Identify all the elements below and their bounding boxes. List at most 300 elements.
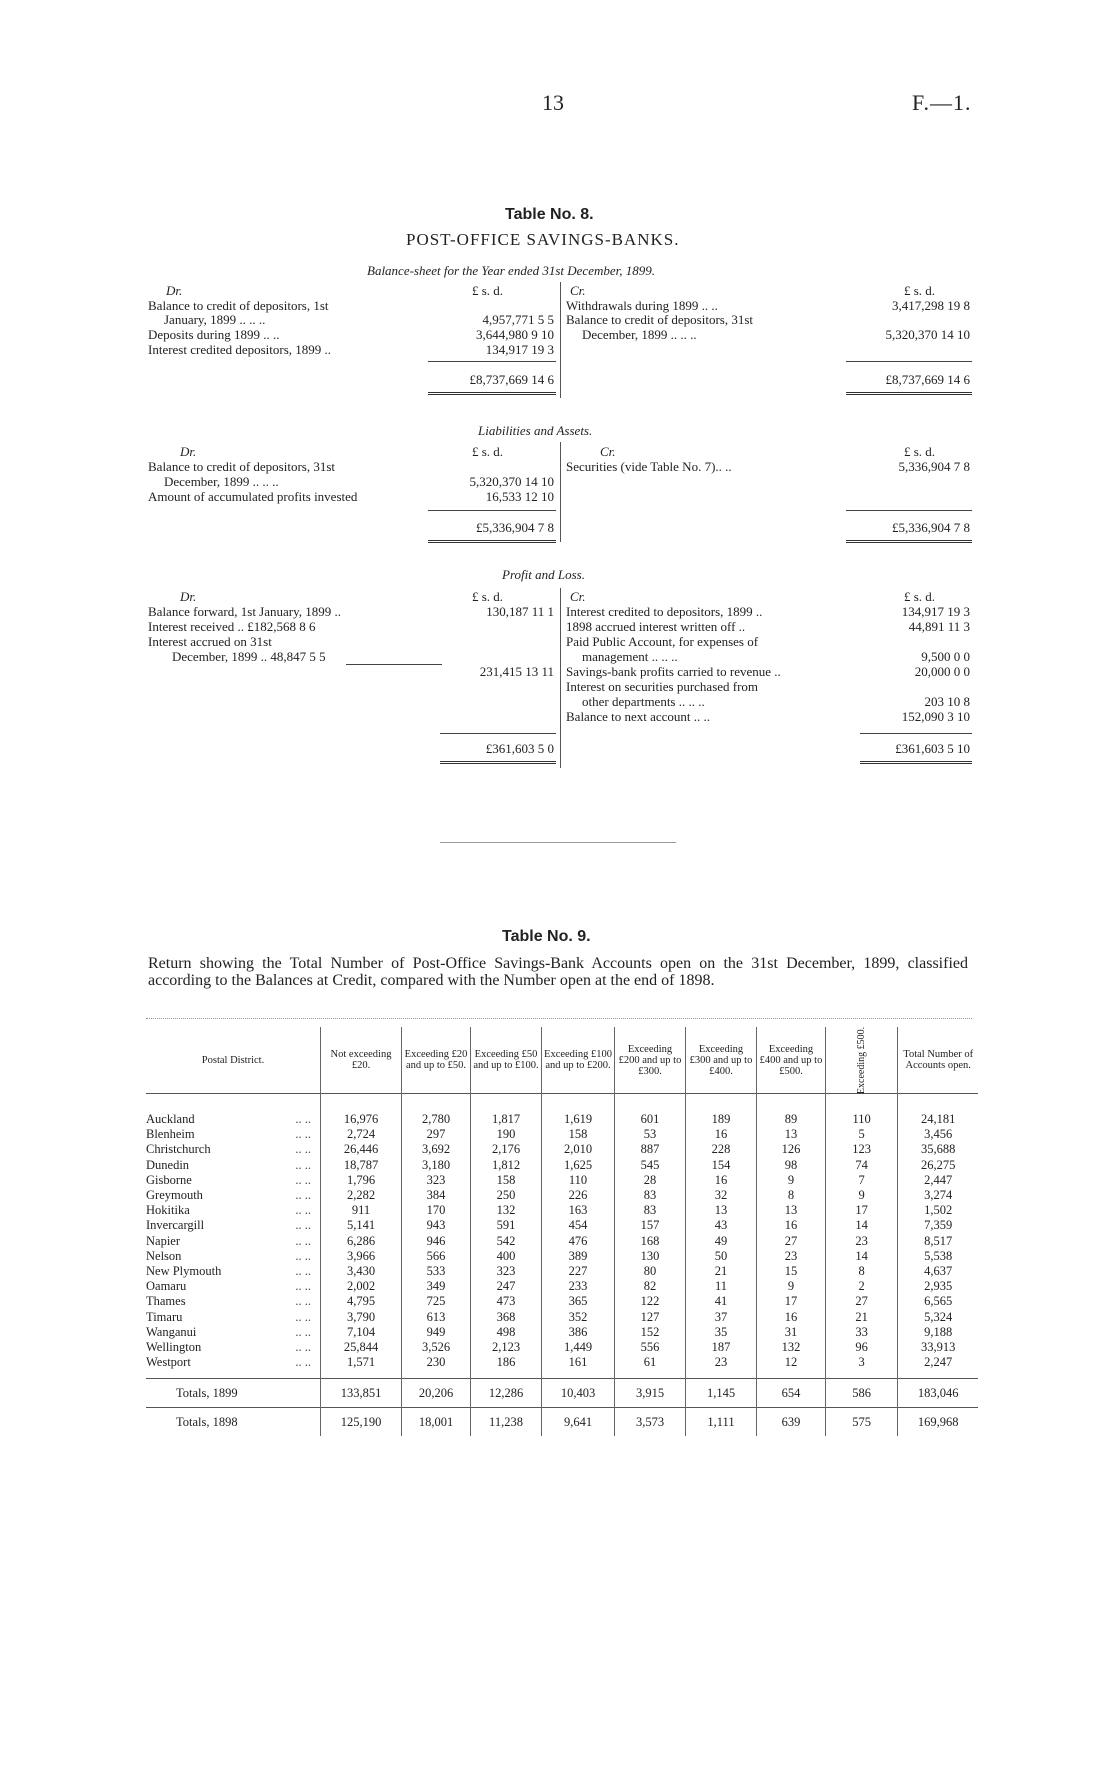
table-cell: 61	[615, 1355, 686, 1379]
table-cell: 170	[402, 1203, 471, 1218]
rule	[860, 733, 972, 734]
table-cell: 27	[757, 1234, 826, 1249]
table-cell: 1,625	[542, 1158, 615, 1173]
district-name	[146, 1279, 321, 1294]
table-cell: 297	[402, 1127, 471, 1142]
totals-cell: 12,286	[471, 1379, 542, 1408]
table-cell: 53	[615, 1127, 686, 1142]
totals-cell: 586	[826, 1379, 898, 1408]
table-row	[146, 1158, 978, 1173]
table-cell: 2,780	[402, 1094, 471, 1128]
district-name	[146, 1325, 321, 1340]
district-label: Wellington	[146, 1339, 202, 1354]
district-label: Dunedin	[146, 1157, 190, 1172]
totals-cell: 3,915	[615, 1379, 686, 1408]
pl-cr-line: 1898 accrued interest written off ..	[566, 619, 746, 634]
table-cell: 7,359	[898, 1218, 979, 1233]
la-dr-line: Balance to credit of depositors, 31st	[148, 459, 336, 474]
table-cell: 83	[615, 1188, 686, 1203]
leader-dots: .. ..	[295, 1127, 311, 1142]
col-header: Exceeding £20 and up to £50.	[402, 1027, 471, 1094]
rule	[846, 540, 972, 543]
table-cell: 1,449	[542, 1340, 615, 1355]
table-cell: 28	[615, 1173, 686, 1188]
table-row	[146, 1325, 978, 1340]
table-row	[146, 1203, 978, 1218]
district-name	[146, 1142, 321, 1157]
table-cell: 74	[826, 1158, 898, 1173]
accounts-table	[146, 1027, 978, 1436]
district-label: Wanganui	[146, 1324, 197, 1339]
leader-dots: .. ..	[295, 1294, 311, 1309]
table-cell: 17	[757, 1294, 826, 1309]
table-cell: 1,796	[321, 1173, 402, 1188]
bs-cr-amount: 3,417,298 19 8	[892, 298, 970, 313]
col-header: Exceeding £300 and up to £400.	[686, 1027, 757, 1094]
table-row	[146, 1218, 978, 1233]
la-dr-total: £5,336,904 7 8	[476, 520, 554, 535]
table-cell: 352	[542, 1309, 615, 1324]
table-cell: 12	[757, 1355, 826, 1379]
table-cell: 613	[402, 1309, 471, 1324]
table-cell: 3,430	[321, 1264, 402, 1279]
table-cell: 1,502	[898, 1203, 979, 1218]
table-cell: 130	[615, 1249, 686, 1264]
table-totals	[146, 1379, 978, 1437]
table-cell: 3,180	[402, 1158, 471, 1173]
rule	[428, 540, 556, 543]
table-cell: 110	[542, 1173, 615, 1188]
table-cell: 3,966	[321, 1249, 402, 1264]
table-cell: 50	[686, 1249, 757, 1264]
pl-dr-line: Balance forward, 1st January, 1899 ..	[148, 604, 342, 619]
bs-cr-amount: 5,320,370 14 10	[885, 327, 970, 342]
district-label: New Plymouth	[146, 1263, 222, 1278]
table-cell: 23	[686, 1355, 757, 1379]
table-cell: 126	[757, 1142, 826, 1157]
table-cell: 35,688	[898, 1142, 979, 1157]
table-cell: 161	[542, 1355, 615, 1379]
table-cell: 7,104	[321, 1325, 402, 1340]
la-dr-amount: 5,320,370 14 10	[469, 474, 554, 489]
la-cr-amount: 5,336,904 7 8	[898, 459, 970, 474]
table-cell: 386	[542, 1325, 615, 1340]
leader-dots: .. ..	[295, 1324, 311, 1339]
district-name	[146, 1234, 321, 1249]
bs-dr-amount: 3,644,980 9 10	[476, 327, 554, 342]
table-cell: 3,456	[898, 1127, 979, 1142]
la-dr-line: Amount of accumulated profits invested	[148, 489, 358, 504]
totals-cell: 10,403	[542, 1379, 615, 1408]
district-name	[146, 1188, 321, 1203]
rule	[846, 392, 972, 395]
district-label: Napier	[146, 1233, 181, 1248]
table8-heading: POST-OFFICE SAVINGS-BANKS.	[406, 230, 680, 249]
table-row	[146, 1340, 978, 1355]
pl-cr-line: Interest on securities purchased from	[566, 679, 759, 694]
table-cell: 16	[757, 1218, 826, 1233]
rule	[428, 392, 556, 395]
pl-cr-line: Savings-bank profits carried to revenue ..	[566, 664, 781, 679]
leader-dots: .. ..	[295, 1309, 311, 1324]
table-row	[146, 1264, 978, 1279]
rule	[428, 361, 556, 362]
district-label: Oamaru	[146, 1279, 187, 1294]
bs-dr-total: £8,737,669 14 6	[469, 372, 554, 387]
district-name	[146, 1264, 321, 1279]
pl-dr-line: December, 1899 .. 48,847 5 5	[172, 649, 326, 664]
table-cell: 14	[826, 1218, 898, 1233]
table-cell: 96	[826, 1340, 898, 1355]
district-label: Christchurch	[146, 1142, 211, 1157]
col-header: Exceeding £400 and up to £500.	[757, 1027, 826, 1094]
pl-cr-total: £361,603 5 10	[895, 741, 970, 756]
table-cell: 556	[615, 1340, 686, 1355]
table-cell: 368	[471, 1309, 542, 1324]
table-cell: 24,181	[898, 1094, 979, 1128]
pl-dr-money-head: £ s. d.	[472, 589, 504, 604]
rule	[846, 510, 972, 511]
table-cell: 158	[471, 1173, 542, 1188]
district-name	[146, 1249, 321, 1264]
table-cell: 365	[542, 1294, 615, 1309]
table-cell: 9,188	[898, 1325, 979, 1340]
table-cell: 5	[826, 1127, 898, 1142]
totals-cell: 133,851	[321, 1379, 402, 1408]
table-cell: 31	[757, 1325, 826, 1340]
table-cell: 9	[757, 1279, 826, 1294]
table-cell: 122	[615, 1294, 686, 1309]
totals-cell: 639	[757, 1408, 826, 1437]
pl-cr-amount: 9,500 0 0	[921, 649, 970, 664]
table-cell: 132	[757, 1340, 826, 1355]
table-cell: 3	[826, 1355, 898, 1379]
la-cr-line: Securities (vide Table No. 7).. ..	[566, 459, 732, 474]
table-body	[146, 1094, 978, 1379]
pl-dr-line: Interest received .. £182,568 8 6	[148, 619, 316, 634]
table-cell: 2,123	[471, 1340, 542, 1355]
leader-dots: .. ..	[295, 1218, 311, 1233]
table-cell: 389	[542, 1249, 615, 1264]
leader-dots: .. ..	[295, 1233, 311, 1248]
pl-cr-line: Paid Public Account, for expenses of	[566, 634, 759, 649]
table-cell: 41	[686, 1294, 757, 1309]
table-cell: 35	[686, 1325, 757, 1340]
leader-dots: .. ..	[295, 1157, 311, 1172]
totals-cell: 3,573	[615, 1408, 686, 1437]
table-cell: 5,324	[898, 1309, 979, 1324]
table-cell: 110	[826, 1094, 898, 1128]
table-cell: 168	[615, 1234, 686, 1249]
table-cell: 226	[542, 1188, 615, 1203]
table-cell: 2,282	[321, 1188, 402, 1203]
table-row	[146, 1094, 978, 1128]
table-cell: 384	[402, 1188, 471, 1203]
table-cell: 16	[686, 1127, 757, 1142]
pl-dr-total: £361,603 5 0	[485, 741, 554, 756]
table-cell: 33,913	[898, 1340, 979, 1355]
bs-cr-total: £8,737,669 14 6	[885, 372, 970, 387]
district-label: Invercargill	[146, 1218, 205, 1233]
rule	[860, 761, 972, 764]
table9-title: Table No. 9.	[502, 928, 591, 945]
district-name	[146, 1218, 321, 1233]
table-cell: 14	[826, 1249, 898, 1264]
table-cell: 949	[402, 1325, 471, 1340]
table-cell: 190	[471, 1127, 542, 1142]
table-cell: 250	[471, 1188, 542, 1203]
table-row	[146, 1234, 978, 1249]
rule	[440, 761, 556, 764]
pl-dr-amount: 231,415 13 11	[479, 664, 554, 679]
table-cell: 16	[757, 1309, 826, 1324]
totals-row	[146, 1408, 978, 1437]
district-name	[146, 1127, 321, 1142]
table-cell: 16	[686, 1173, 757, 1188]
table-cell: 132	[471, 1203, 542, 1218]
table-cell: 8,517	[898, 1234, 979, 1249]
table-cell: 152	[615, 1325, 686, 1340]
table-cell: 454	[542, 1218, 615, 1233]
bs-dr-amount: 134,917 19 3	[485, 342, 554, 357]
totals-cell: 1,111	[686, 1408, 757, 1437]
table-cell: 5,538	[898, 1249, 979, 1264]
district-label: Gisborne	[146, 1172, 192, 1187]
col-header: Postal District.	[201, 1054, 265, 1066]
district-name	[146, 1294, 321, 1309]
district-name	[146, 1173, 321, 1188]
la-dr-amount: 16,533 12 10	[485, 489, 554, 504]
table-cell: 25,844	[321, 1340, 402, 1355]
bs-cr-line: December, 1899 .. .. ..	[582, 327, 697, 342]
table-row	[146, 1142, 978, 1157]
bs-cr-line: Withdrawals during 1899 .. ..	[566, 298, 718, 313]
page-number: 13	[542, 90, 564, 115]
totals-cell: 125,190	[321, 1408, 402, 1437]
col-header: Not exceeding £20.	[321, 1027, 402, 1094]
table-cell: 3,692	[402, 1142, 471, 1157]
table-cell: 6,565	[898, 1294, 979, 1309]
table-cell: 15	[757, 1264, 826, 1279]
district-label: Westport	[146, 1355, 191, 1370]
table-cell: 8	[826, 1264, 898, 1279]
table-cell: 163	[542, 1203, 615, 1218]
table-cell: 2,247	[898, 1355, 979, 1379]
la-cr-total: £5,336,904 7 8	[892, 520, 970, 535]
table-cell: 228	[686, 1142, 757, 1157]
leader-dots: .. ..	[295, 1339, 311, 1354]
table-cell: 887	[615, 1142, 686, 1157]
pl-cr-line: other departments .. .. ..	[582, 694, 705, 709]
table-cell: 476	[542, 1234, 615, 1249]
district-name	[146, 1309, 321, 1324]
table-cell: 8	[757, 1188, 826, 1203]
totals-cell: 183,046	[898, 1379, 979, 1408]
bs-cr-label: Cr.	[570, 283, 586, 298]
table-cell: 157	[615, 1218, 686, 1233]
table-row	[146, 1309, 978, 1324]
pl-dr-label: Dr.	[180, 589, 197, 604]
table-cell: 13	[686, 1203, 757, 1218]
bs-dr-line: Balance to credit of depositors, 1st	[148, 298, 329, 313]
col-header-text: Exceeding £500.	[856, 1026, 868, 1094]
leader-dots: .. ..	[295, 1263, 311, 1278]
district-name	[146, 1355, 321, 1379]
district-name	[146, 1094, 321, 1128]
table-cell: 4,795	[321, 1294, 402, 1309]
district-label: Auckland	[146, 1112, 195, 1127]
profit-loss-divider	[560, 588, 561, 768]
table-cell: 1,571	[321, 1355, 402, 1379]
district-name	[146, 1203, 321, 1218]
table-cell: 566	[402, 1249, 471, 1264]
totals-cell: 654	[757, 1379, 826, 1408]
table-cell: 11	[686, 1279, 757, 1294]
table-cell: 473	[471, 1294, 542, 1309]
bs-dr-line: January, 1899 .. .. ..	[164, 312, 266, 327]
table-row	[146, 1173, 978, 1188]
bs-dr-line: Deposits during 1899 .. ..	[148, 327, 280, 342]
table8-title: Table No. 8.	[505, 206, 594, 223]
table-cell: 2	[826, 1279, 898, 1294]
leader-dots: .. ..	[295, 1112, 311, 1127]
district-label: Greymouth	[146, 1188, 203, 1203]
table-cell: 2,010	[542, 1142, 615, 1157]
leader-dots: .. ..	[295, 1172, 311, 1187]
table-cell: 17	[826, 1203, 898, 1218]
table-cell: 247	[471, 1279, 542, 1294]
table-cell: 4,637	[898, 1264, 979, 1279]
pl-cr-line: management .. .. ..	[582, 649, 678, 664]
table-cell: 18,787	[321, 1158, 402, 1173]
pl-cr-amount: 152,090 3 10	[901, 709, 970, 724]
pl-cr-money-head: £ s. d.	[904, 589, 936, 604]
totals-label: Totals, 1898	[146, 1408, 321, 1437]
table-cell: 323	[402, 1173, 471, 1188]
table-row	[146, 1127, 978, 1142]
table-cell: 13	[757, 1127, 826, 1142]
table-row	[146, 1249, 978, 1264]
pl-cr-label: Cr.	[570, 589, 586, 604]
table-cell: 49	[686, 1234, 757, 1249]
table-cell: 542	[471, 1234, 542, 1249]
table-cell: 23	[757, 1249, 826, 1264]
table-cell: 23	[826, 1234, 898, 1249]
table-cell: 26,446	[321, 1142, 402, 1157]
totals-cell: 20,206	[402, 1379, 471, 1408]
leader-dots: .. ..	[295, 1279, 311, 1294]
pl-cr-amount: 134,917 19 3	[901, 604, 970, 619]
table-cell: 911	[321, 1203, 402, 1218]
table-cell: 533	[402, 1264, 471, 1279]
rule	[846, 361, 972, 362]
table-row	[146, 1355, 978, 1379]
table-cell: 946	[402, 1234, 471, 1249]
leader-dots: .. ..	[295, 1142, 311, 1157]
table-cell: 323	[471, 1264, 542, 1279]
table-cell: 21	[686, 1264, 757, 1279]
table-cell: 187	[686, 1340, 757, 1355]
pl-cr-line: Interest credited to depositors, 1899 ..	[566, 604, 763, 619]
table-cell: 27	[826, 1294, 898, 1309]
balance-divider	[560, 282, 561, 398]
table-cell: 2,002	[321, 1279, 402, 1294]
table-cell: 98	[757, 1158, 826, 1173]
table-cell: 2,724	[321, 1127, 402, 1142]
totals-cell: 169,968	[898, 1408, 979, 1437]
rule	[440, 733, 556, 734]
district-label: Blenheim	[146, 1127, 195, 1142]
table-cell: 80	[615, 1264, 686, 1279]
col-header: Exceeding £200 and up to £300.	[615, 1027, 686, 1094]
table-cell: 591	[471, 1218, 542, 1233]
district-label: Hokitika	[146, 1203, 190, 1218]
pl-cr-amount: 203 10 8	[924, 694, 970, 709]
totals-cell: 18,001	[402, 1408, 471, 1437]
col-header	[826, 1027, 898, 1094]
leader-dots: .. ..	[295, 1188, 311, 1203]
table-cell: 21	[826, 1309, 898, 1324]
table-cell: 16,976	[321, 1094, 402, 1128]
table-cell: 1,812	[471, 1158, 542, 1173]
col-header: Exceeding £100 and up to £200.	[542, 1027, 615, 1094]
rule	[428, 510, 556, 511]
table-cell: 6,286	[321, 1234, 402, 1249]
table-cell: 154	[686, 1158, 757, 1173]
table-cell: 2,176	[471, 1142, 542, 1157]
col-header: Exceeding £50 and up to £100.	[471, 1027, 542, 1094]
table-cell: 89	[757, 1094, 826, 1128]
totals-label: Totals, 1899	[146, 1379, 321, 1408]
table-cell: 498	[471, 1325, 542, 1340]
table-cell: 43	[686, 1218, 757, 1233]
totals-cell: 1,145	[686, 1379, 757, 1408]
la-cr-money-head: £ s. d.	[904, 444, 936, 459]
bs-cr-money-head: £ s. d.	[904, 283, 936, 298]
table-cell: 233	[542, 1279, 615, 1294]
rule	[146, 1018, 972, 1019]
table-cell: 227	[542, 1264, 615, 1279]
district-name	[146, 1340, 321, 1355]
bs-dr-amount: 4,957,771 5 5	[482, 312, 554, 327]
table-cell: 186	[471, 1355, 542, 1379]
table-cell: 158	[542, 1127, 615, 1142]
table-cell: 3,526	[402, 1340, 471, 1355]
table-cell: 9	[826, 1188, 898, 1203]
table-cell: 2,447	[898, 1173, 979, 1188]
la-dr-money-head: £ s. d.	[472, 444, 504, 459]
table-cell: 32	[686, 1188, 757, 1203]
district-label: Thames	[146, 1294, 186, 1309]
table-cell: 1,817	[471, 1094, 542, 1128]
table-cell: 189	[686, 1094, 757, 1128]
liabilities-divider	[560, 442, 561, 542]
bs-cr-line: Balance to credit of depositors, 31st	[566, 312, 754, 327]
table-cell: 230	[402, 1355, 471, 1379]
table-cell: 3,790	[321, 1309, 402, 1324]
table-cell: 400	[471, 1249, 542, 1264]
table-cell: 725	[402, 1294, 471, 1309]
balance-sheet-caption: Balance-sheet for the Year ended 31st December, 1899.	[367, 263, 655, 278]
table-row	[146, 1294, 978, 1309]
totals-row	[146, 1379, 978, 1408]
table-row	[146, 1188, 978, 1203]
section-separator	[440, 842, 676, 843]
pl-cr-amount: 44,891 11 3	[908, 619, 970, 634]
totals-cell: 11,238	[471, 1408, 542, 1437]
profit-loss-caption: Profit and Loss.	[502, 567, 585, 582]
table-cell: 37	[686, 1309, 757, 1324]
